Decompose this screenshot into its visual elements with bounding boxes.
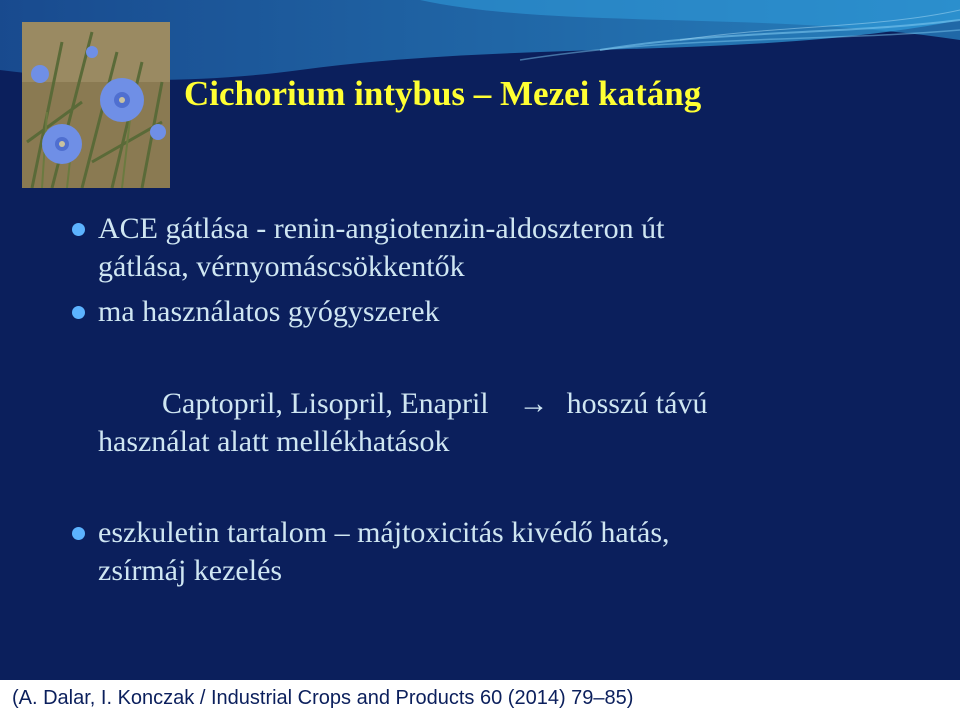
bullet-text-line: zsírmáj kezelés <box>98 554 283 587</box>
chicory-flower-photo <box>22 22 170 188</box>
drug-note-line-2: használat alatt mellékhatások <box>98 425 450 458</box>
drug-note <box>98 385 898 461</box>
bullet-text-line: ACE gátlása - renin-angiotenzin-aldoszteron út <box>98 212 665 245</box>
bullet-dot-icon <box>72 223 85 236</box>
bullet-text-line: gátlása, vérnyomáscsökkentők <box>98 250 465 283</box>
bullet-text-line: eszkuletin tartalom – májtoxicitás kivédő hatás, <box>98 516 670 549</box>
bullet-item <box>98 514 670 590</box>
slide-title: Cichorium intybus – Mezei katáng <box>184 74 702 113</box>
bullet-item <box>98 210 664 286</box>
drug-note-line <box>98 385 898 423</box>
drug-names: Captopril, Lisopril, Enapril <box>162 387 489 420</box>
citation: (A. Dalar, I. Konczak / Industrial Crops and Products 60 (2014) 79–85) <box>4 680 952 716</box>
bullet-text-line: ma használatos gyógyszerek <box>98 295 440 328</box>
arrow-right-icon: → <box>518 387 549 420</box>
bullet-dot-icon <box>72 527 85 540</box>
drug-result: hosszú távú <box>566 387 708 420</box>
bullet-item <box>98 293 440 331</box>
bullet-dot-icon <box>72 306 85 319</box>
